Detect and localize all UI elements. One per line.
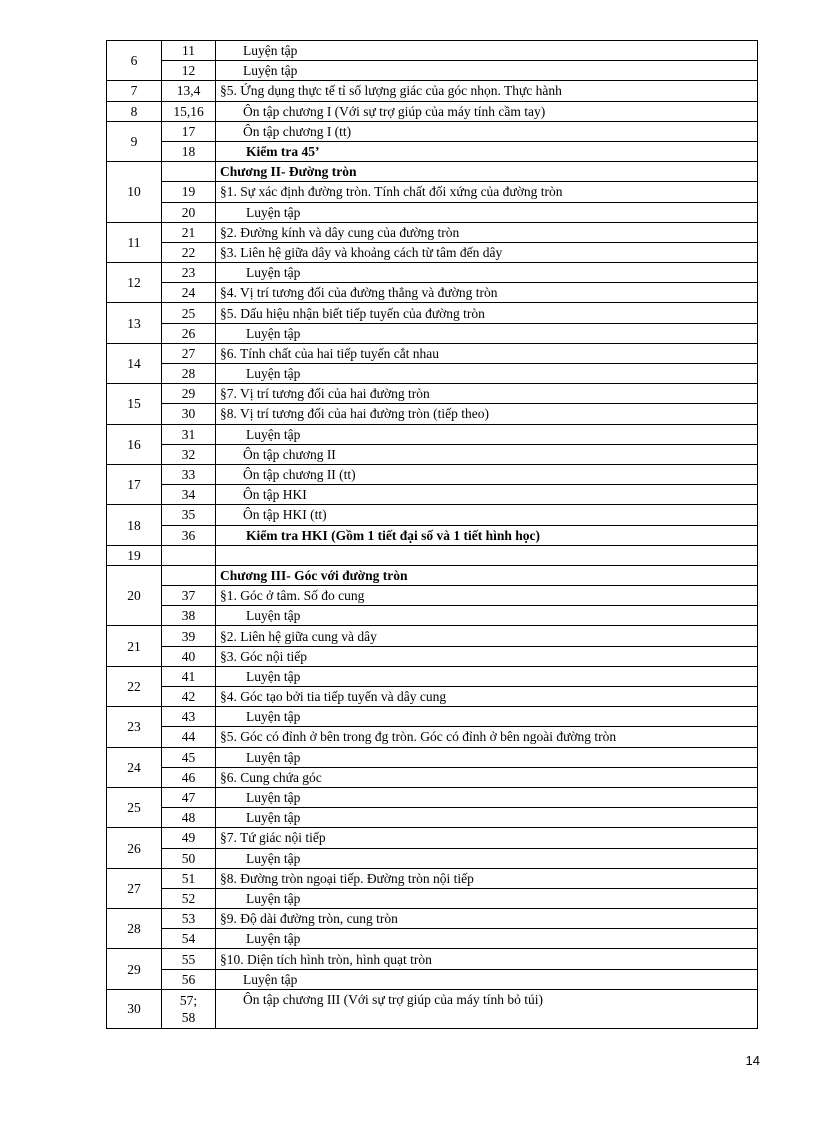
period-cell: 19: [162, 182, 216, 202]
period-cell: 43: [162, 707, 216, 727]
lesson-title-cell: §2. Liên hệ giữa cung và dây: [216, 626, 758, 646]
week-cell: 24: [107, 747, 162, 787]
period-cell: 45: [162, 747, 216, 767]
lesson-title-cell: Ôn tập chương III (Với sự trợ giúp của máy tính bỏ túi): [216, 989, 758, 1028]
period-cell: 12: [162, 61, 216, 81]
table-row: [107, 384, 758, 404]
table-row: [107, 787, 758, 807]
period-cell: 38: [162, 606, 216, 626]
week-cell: 13: [107, 303, 162, 343]
period-cell: 48: [162, 808, 216, 828]
syllabus-table: [106, 40, 758, 1029]
week-cell: 9: [107, 121, 162, 161]
period-cell: 33: [162, 464, 216, 484]
period-cell: 36: [162, 525, 216, 545]
period-cell: 34: [162, 485, 216, 505]
week-cell: 10: [107, 162, 162, 223]
week-cell: 19: [107, 545, 162, 565]
lesson-title-cell: Ôn tập chương I (Với sự trợ giúp của máy tính cầm tay): [216, 101, 758, 121]
table-row: [107, 687, 758, 707]
lesson-title-cell: Luyện tập: [216, 929, 758, 949]
table-row: [107, 343, 758, 363]
lesson-title-cell: §7. Vị trí tương đối của hai đường tròn: [216, 384, 758, 404]
week-cell: 17: [107, 464, 162, 504]
lesson-title-cell: §4. Vị trí tương đối của đường thẳng và đường tròn: [216, 283, 758, 303]
lesson-title-cell: Chương II- Đường tròn: [216, 162, 758, 182]
lesson-title-cell: Luyện tập: [216, 969, 758, 989]
table-row: [107, 182, 758, 202]
period-cell: 24: [162, 283, 216, 303]
lesson-title-cell: §7. Tứ giác nội tiếp: [216, 828, 758, 848]
lesson-title-cell: Luyện tập: [216, 787, 758, 807]
table-row: [107, 283, 758, 303]
table-row: [107, 828, 758, 848]
period-cell: 47: [162, 787, 216, 807]
lesson-title-cell: Luyện tập: [216, 666, 758, 686]
period-cell: 49: [162, 828, 216, 848]
period-cell: 46: [162, 767, 216, 787]
lesson-title-cell: Ôn tập HKI (tt): [216, 505, 758, 525]
period-cell: [162, 565, 216, 585]
period-cell: 18: [162, 141, 216, 161]
period-cell: 23: [162, 263, 216, 283]
table-row: [107, 545, 758, 565]
table-row: [107, 364, 758, 384]
period-cell: [162, 545, 216, 565]
period-cell: 29: [162, 384, 216, 404]
week-cell: 14: [107, 343, 162, 383]
period-cell: 11: [162, 41, 216, 61]
table-row: [107, 929, 758, 949]
table-row: [107, 666, 758, 686]
period-cell: 41: [162, 666, 216, 686]
lesson-title-cell: §9. Độ dài đường tròn, cung tròn: [216, 909, 758, 929]
lesson-title-cell: Luyện tập: [216, 323, 758, 343]
lesson-title-cell: Luyện tập: [216, 707, 758, 727]
week-cell: 23: [107, 707, 162, 747]
period-cell: 44: [162, 727, 216, 747]
table-row: [107, 525, 758, 545]
lesson-title-cell: §1. Sự xác định đường tròn. Tính chất đối xứng của đường tròn: [216, 182, 758, 202]
lesson-title-cell: Kiểm tra 45’: [216, 141, 758, 161]
lesson-title-cell: Luyện tập: [216, 41, 758, 61]
table-row: [107, 41, 758, 61]
table-row: [107, 949, 758, 969]
period-cell: 26: [162, 323, 216, 343]
week-cell: 11: [107, 222, 162, 262]
week-cell: 25: [107, 787, 162, 827]
lesson-title-cell: §2. Đường kính và dây cung của đường tròn: [216, 222, 758, 242]
table-row: [107, 404, 758, 424]
lesson-title-cell: §10. Diện tích hình tròn, hình quạt tròn: [216, 949, 758, 969]
lesson-title-cell: Ôn tập chương II: [216, 444, 758, 464]
period-cell: 31: [162, 424, 216, 444]
period-cell: 56: [162, 969, 216, 989]
period-cell: 20: [162, 202, 216, 222]
period-cell: 32: [162, 444, 216, 464]
table-row: [107, 646, 758, 666]
period-cell: 25: [162, 303, 216, 323]
page-number: 14: [745, 1053, 760, 1068]
period-cell: 13,4: [162, 81, 216, 101]
table-row: [107, 565, 758, 585]
week-cell: 26: [107, 828, 162, 868]
period-cell: 39: [162, 626, 216, 646]
lesson-title-cell: Luyện tập: [216, 263, 758, 283]
lesson-title-cell: Kiểm tra HKI (Gồm 1 tiết đại số và 1 tiết hình học): [216, 525, 758, 545]
lesson-title-cell: §3. Liên hệ giữa dây và khoảng cách từ tâm đến dây: [216, 242, 758, 262]
week-cell: 20: [107, 565, 162, 626]
lesson-title-cell: §1. Góc ở tâm. Số đo cung: [216, 586, 758, 606]
period-cell: 17: [162, 121, 216, 141]
lesson-title-cell: §4. Góc tạo bởi tia tiếp tuyến và dây cung: [216, 687, 758, 707]
table-row: [107, 747, 758, 767]
period-cell: 51: [162, 868, 216, 888]
table-row: [107, 969, 758, 989]
week-cell: 18: [107, 505, 162, 545]
lesson-title-cell: Luyện tập: [216, 424, 758, 444]
table-row: [107, 202, 758, 222]
period-cell: 22: [162, 242, 216, 262]
table-row: [107, 767, 758, 787]
table-row: [107, 505, 758, 525]
week-cell: 22: [107, 666, 162, 706]
week-cell: 15: [107, 384, 162, 424]
period-cell: 27: [162, 343, 216, 363]
table-row: [107, 424, 758, 444]
lesson-title-cell: §6. Cung chứa góc: [216, 767, 758, 787]
table-row: [107, 808, 758, 828]
lesson-title-cell: Chương III- Góc với đường tròn: [216, 565, 758, 585]
table-row: [107, 162, 758, 182]
table-row: [107, 242, 758, 262]
lesson-title-cell: Luyện tập: [216, 888, 758, 908]
table-row: [107, 121, 758, 141]
table-row: [107, 61, 758, 81]
table-row: [107, 323, 758, 343]
table-row: [107, 464, 758, 484]
period-cell: 42: [162, 687, 216, 707]
lesson-title-cell: Ôn tập HKI: [216, 485, 758, 505]
table-row: [107, 485, 758, 505]
table-row: [107, 909, 758, 929]
lesson-title-cell: §6. Tính chất của hai tiếp tuyến cắt nhau: [216, 343, 758, 363]
table-row: [107, 707, 758, 727]
lesson-title-cell: Ôn tập chương II (tt): [216, 464, 758, 484]
lesson-title-cell: §5. Góc có đỉnh ở bên trong đg tròn. Góc có đỉnh ở bên ngoài đường tròn: [216, 727, 758, 747]
period-cell: [162, 162, 216, 182]
table-row: [107, 848, 758, 868]
lesson-title-cell: §3. Góc nội tiếp: [216, 646, 758, 666]
period-cell: 54: [162, 929, 216, 949]
week-cell: 12: [107, 263, 162, 303]
lesson-title-cell: §5. Dấu hiệu nhận biết tiếp tuyến của đường tròn: [216, 303, 758, 323]
lesson-title-cell: §8. Đường tròn ngoại tiếp. Đường tròn nội tiếp: [216, 868, 758, 888]
period-cell: 52: [162, 888, 216, 908]
period-cell: 35: [162, 505, 216, 525]
table-row: [107, 81, 758, 101]
lesson-title-cell: [216, 545, 758, 565]
syllabus-table-body: [107, 41, 758, 1029]
period-cell: 57; 58: [162, 989, 216, 1028]
lesson-title-cell: Luyện tập: [216, 606, 758, 626]
lesson-title-cell: Luyện tập: [216, 364, 758, 384]
week-cell: 27: [107, 868, 162, 908]
table-row: [107, 222, 758, 242]
week-cell: 7: [107, 81, 162, 101]
table-row: [107, 606, 758, 626]
week-cell: 16: [107, 424, 162, 464]
period-cell: 15,16: [162, 101, 216, 121]
week-cell: 6: [107, 41, 162, 81]
period-cell: 50: [162, 848, 216, 868]
lesson-title-cell: Luyện tập: [216, 202, 758, 222]
period-cell: 40: [162, 646, 216, 666]
week-cell: 30: [107, 989, 162, 1028]
period-cell: 30: [162, 404, 216, 424]
table-row: [107, 141, 758, 161]
table-row: [107, 263, 758, 283]
lesson-title-cell: Luyện tập: [216, 848, 758, 868]
period-cell: 53: [162, 909, 216, 929]
lesson-title-cell: §5. Ứng dụng thực tế tỉ số lượng giác của góc nhọn. Thực hành: [216, 81, 758, 101]
lesson-title-cell: §8. Vị trí tương đối của hai đường tròn (tiếp theo): [216, 404, 758, 424]
table-row: [107, 444, 758, 464]
lesson-title-cell: Ôn tập chương I (tt): [216, 121, 758, 141]
period-cell: 55: [162, 949, 216, 969]
table-row: [107, 989, 758, 1028]
period-cell: 21: [162, 222, 216, 242]
week-cell: 29: [107, 949, 162, 989]
period-cell: 37: [162, 586, 216, 606]
lesson-title-cell: Luyện tập: [216, 61, 758, 81]
week-cell: 8: [107, 101, 162, 121]
table-row: [107, 303, 758, 323]
table-row: [107, 586, 758, 606]
lesson-title-cell: Luyện tập: [216, 747, 758, 767]
table-row: [107, 101, 758, 121]
table-row: [107, 888, 758, 908]
week-cell: 21: [107, 626, 162, 666]
table-row: [107, 868, 758, 888]
period-cell: 28: [162, 364, 216, 384]
table-row: [107, 727, 758, 747]
table-row: [107, 626, 758, 646]
lesson-title-cell: Luyện tập: [216, 808, 758, 828]
week-cell: 28: [107, 909, 162, 949]
